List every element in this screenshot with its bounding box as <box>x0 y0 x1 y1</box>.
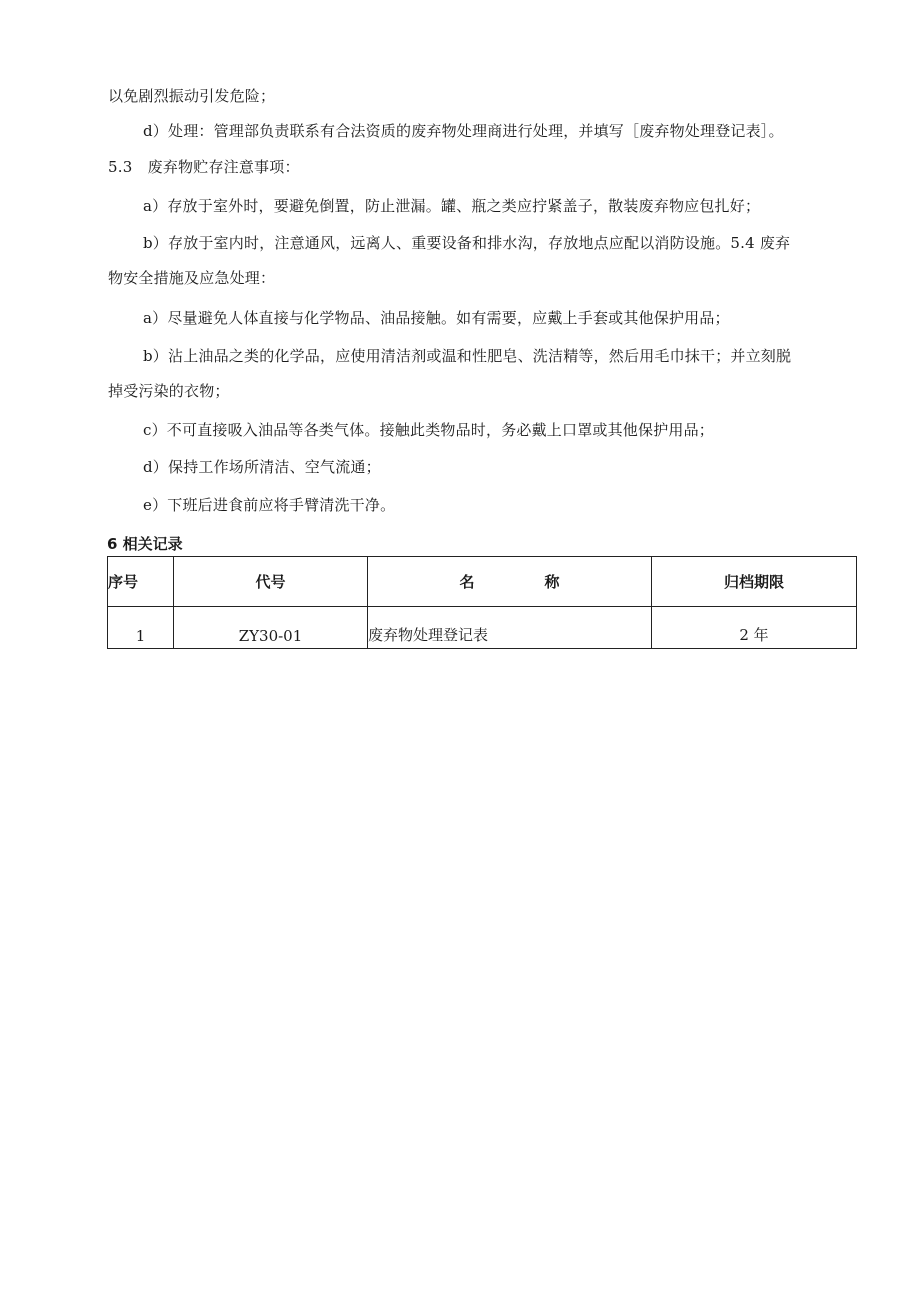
paragraph-indoor-storage: b）存放于室内时，注意通风，远离人、重要设备和排水沟，存放地点应配以消防设施。5.4 废弃 <box>143 234 791 252</box>
paragraph-cleaning: b）沾上油品之类的化学品，应使用清洁剂或温和性肥皂、洗洁精等，然后用毛巾抹干；并立刻脱 <box>143 347 792 365</box>
header-name-char-2: 称 <box>544 573 560 591</box>
cell-code: ZY30-01 <box>174 607 368 649</box>
table-header-row <box>108 557 857 607</box>
paragraph-disposal: d）处理：管理部负责联系有合法资质的废弃物处理商进行处理，并填写［废弃物处理登记表］。 <box>143 122 784 140</box>
paragraph-outdoor-storage: a）存放于室外时，要避免倒置，防止泄漏。罐、瓶之类应拧紧盖子，散装废弃物应包扎好； <box>143 197 761 215</box>
paragraph-hazard-end: 以免剧烈振动引发危险； <box>108 87 276 105</box>
paragraph-avoid-contact: a）尽量避免人体直接与化学物品、油品接触。如有需要，应戴上手套或其他保护用品； <box>143 309 730 327</box>
paragraph-wash-hands: e）下班后进食前应将手臂清洗干净。 <box>143 496 396 514</box>
section-5-3-heading: 5.3 废弃物贮存注意事项： <box>108 158 300 176</box>
paragraph-indoor-storage-cont: 物安全措施及应急处理： <box>108 269 276 287</box>
header-seq: 序号 <box>108 557 174 607</box>
records-table <box>107 556 857 649</box>
table-row <box>108 607 857 649</box>
header-name <box>368 557 652 607</box>
header-code: 代号 <box>174 557 368 607</box>
header-name-char-1: 名 <box>459 573 475 591</box>
paragraph-no-inhale: c）不可直接吸入油品等各类气体。接触此类物品时，务必戴上口罩或其他保护用品； <box>143 421 715 439</box>
records-section-title: 6 相关记录 <box>107 535 183 553</box>
cell-seq: 1 <box>108 607 174 649</box>
cell-name: 废弃物处理登记表 <box>368 607 652 649</box>
paragraph-cleaning-cont: 掉受污染的衣物； <box>108 382 230 400</box>
paragraph-ventilation: d）保持工作场所清洁、空气流通； <box>143 458 381 476</box>
header-period: 归档期限 <box>652 557 857 607</box>
cell-period: 2 年 <box>652 607 857 649</box>
